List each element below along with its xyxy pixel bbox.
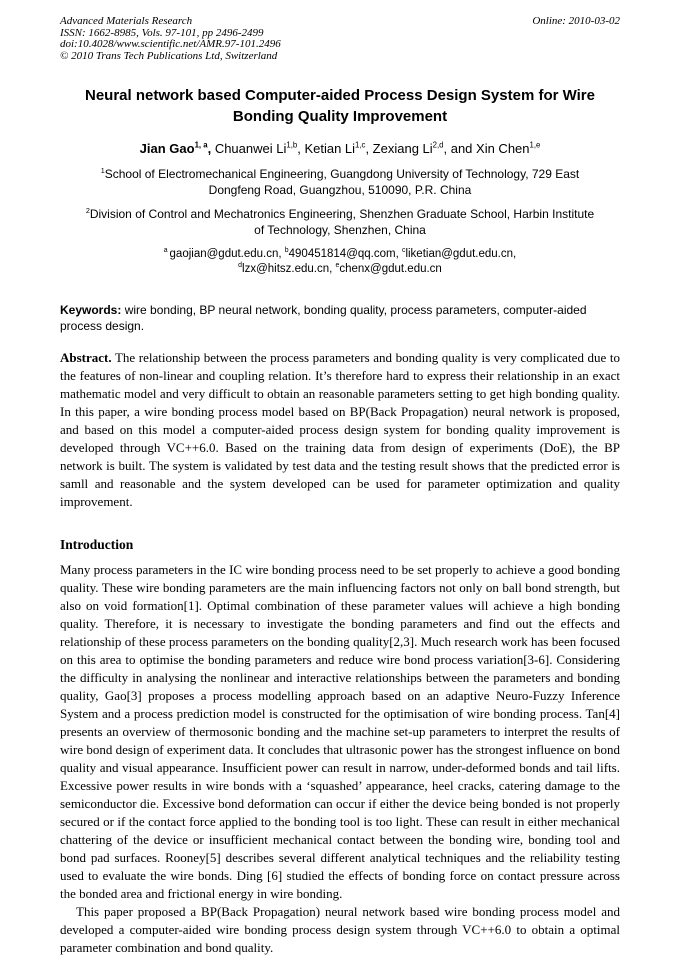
emails-line-2: $^d$lzx@hitsz.edu.cn, $^e$chenx@gdut.edu.cn: [238, 262, 442, 275]
introduction-paragraph-1: Many process parameters in the IC wire bonding process need to be set properly to achieve a good bonding quality. These wire bonding parameters are the main influencing factors not only on ball bond strength, but also on void formation[1]. Optimal combination of these parameter values will achieve a high bonding quality. Therefore, it is necessary to investigate the bonding parameters and find out the effects and relationship of these process parameters on the bonding quality[2,3]. Much research work has been focused on this area to optimise the bonding parameters and reduce wire bond process variation[3-6]. Considering the difficulty in analysing the nonlinear and interactive relationships between the parameters and bonding quality, Gao[3] proposes a process modelling approach based on an adaptive Neuro-Fuzzy Inference System and a process prediction model is constructed for the optimisation of wire bonding process. Tan[4] presents an overview of thermosonic bonding and the machine set-up parameters to interpret the results of wire bond design of experiment data. It concludes that ultrasonic power has the strongest influence on bond quality and visual appearance. Insufficient power can result in narrow, under-deformed bonds and tail lifts. Excessive power results in wire bonds with a ‘squashed’ appearance, heel cracks, catering damage to the semiconductor die. Excessive bond deformation can occur if either the device being bonded is not properly secured or if the contact force applied to the bonding tool is too light. These can result in either mechanical chattering of the device or insufficient mechanical contact between the bonding wire, bonding tool and bond pad surfaces. Rooney[5] describes several different analytical techniques and the reliability testing used to evaluate the wire bonds. Ding [6] studied the effects of bonding force on contact pressure across the bonded area and frictional energy in wire bonding.: [60, 562, 620, 901]
keywords-section: [60, 303, 620, 334]
affiliation-1: $^1$School of Electromechanical Engineering, Guangdong University of Technology, 729 East Dongfeng Road, Guangzhou, 510090, P.R. China: [100, 166, 580, 197]
affiliation-2: $^2$Division of Control and Mechatronics Engineering, Shenzhen Graduate School, Harbin Institute of Technology, Shenzhen, China: [85, 206, 595, 237]
publication-info: [60, 16, 281, 62]
introduction-paragraph-2: This paper proposed a BP(Back Propagation) neural network based wire bonding process model and developed a computer-aided wire bonding process design system through VC++6.0 to obtain a optimal parameter combination and bond quality.: [60, 904, 620, 955]
copyright-line: © 2010 Trans Tech Publications Ltd, Switzerland: [60, 49, 278, 62]
section-heading-introduction: Introduction: [60, 537, 134, 552]
abstract-text: The relationship between the process parameters and bonding quality is very complicated due to the features of non-linear and coupling relation. It’s therefore hard to express their relationship in an exact mathematic model and very difficult to obtain an reasonable parameters setting to get high bonding quality. In this paper, a wire bonding process model based on BP(Back Propagation) neural network is proposed, and based on this model a computer-aided process design system for bonding quality improvement is developed through VC++6.0. Based on the training data from design of experiments (DoE), the BP network is built. The system is validated by test data and the testing result shows that the predicted error is samll and reasonable and the system developed can be used for parameter optimization and quality improvement.: [60, 350, 620, 509]
online-date: Online: 2010-03-02: [532, 15, 620, 27]
abstract-section: [60, 349, 620, 511]
paper-title: Neural network based Computer-aided Process Design System for Wire Bonding Quality Improvement: [84, 87, 595, 125]
emails-line-1: $^a$ gaojian@gdut.edu.cn, $^b$490451814@qq.com, $^c$liketian@gdut.edu.cn,: [163, 247, 517, 260]
abstract-label: Abstract.: [60, 350, 112, 365]
authors-line: Jian Gao$^{1, a}$, Chuanwei Li$^{1,b}$, Ketian Li$^{1,c}$, Zexiang Li$^{2,d}$, and Xin Chen$^{1,e}$: [139, 140, 541, 156]
keywords-text: wire bonding, BP neural network, bonding quality, process parameters, computer-aided process design.: [60, 303, 587, 333]
keywords-label: Keywords:: [60, 303, 122, 317]
issn-line: ISSN: 1662-8985, Vols. 97-101, pp 2496-2499: [60, 26, 264, 39]
publication-header: [60, 16, 620, 62]
journal-name: Advanced Materials Research: [60, 15, 193, 27]
doi-line: doi:10.4028/www.scientific.net/AMR.97-101.2496: [60, 38, 281, 50]
